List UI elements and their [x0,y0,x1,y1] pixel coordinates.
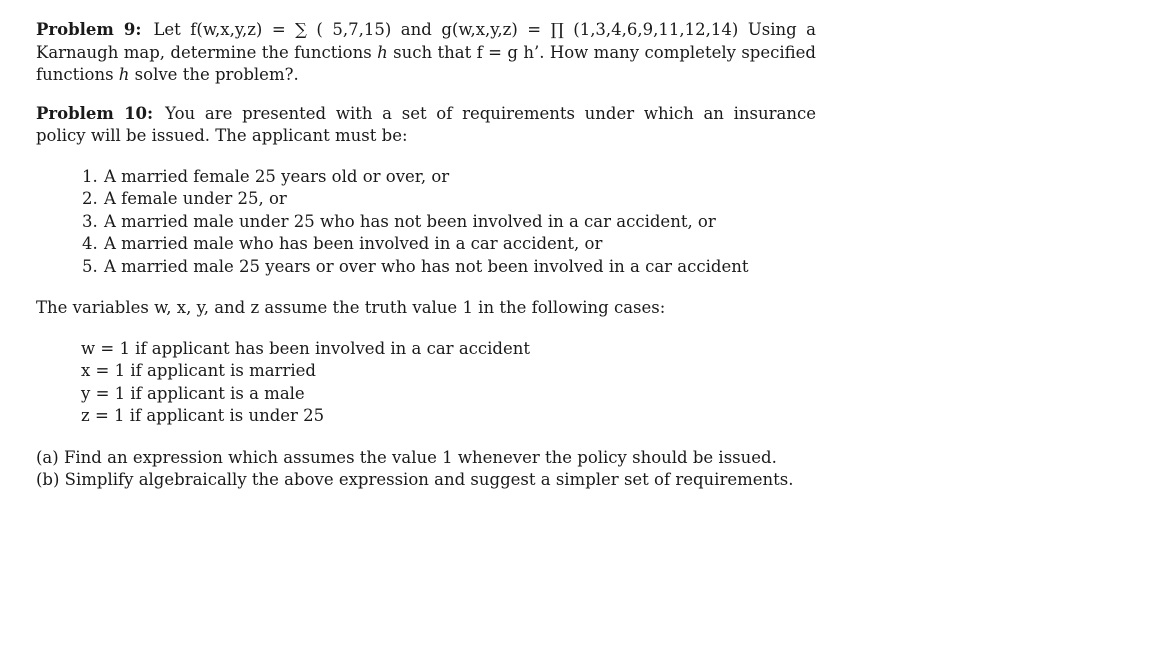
variable-definition: x = 1 if applicant is married [81,361,316,380]
list-item [82,211,816,234]
question-part-a: (a) Find an expression which assumes the value 1 whenever the policy should be issued. [36,447,777,467]
list-item-text: A married male who has been involved in a car accident, or [104,234,603,253]
list-item-text: A female under 25, or [104,189,287,208]
list-item-text: A married male under 25 who has not been involved in a car accident, or [104,211,716,231]
problem-10-intro: You are presented with a set of requirements under which an insurance policy will be issued. The applicant must be: [36,103,817,145]
document-page [36,19,816,492]
problem-9-h-symbol: h [118,65,130,84]
list-item [82,233,816,256]
list-item-number: 1. [82,166,98,186]
problem-9-text-part1: Let f(w,x,y,z) = ∑ ( 5,7,15) and g(w,x,y,z) = ∏ (1,3,4,6,9,11,12,14) Using a Karnaugh map, determine the functions [36,20,817,62]
list-item [82,188,816,211]
question-parts [36,447,816,492]
problem-9-heading: Problem 9: [36,20,142,39]
problem-10-heading: Problem 10: [36,103,154,123]
variable-definition: w = 1 if applicant has been involved in a car accident [81,338,530,358]
problem-9-text-part3: solve the problem?. [129,65,299,84]
variable-definition: y = 1 if applicant is a male [81,383,305,403]
list-item [82,256,816,279]
list-item-number: 5. [82,256,98,276]
list-item-number: 4. [82,234,98,253]
list-item-text: A married female 25 years old or over, or [104,166,450,186]
problem-10 [36,103,816,148]
list-item-number: 3. [82,211,98,231]
requirements-list [36,166,816,279]
problem-9-h-symbol: h [377,42,388,62]
question-part-b: (b) Simplify algebraically the above expression and suggest a simpler set of requirements. [36,470,794,489]
problem-9 [36,19,816,87]
problem-9-text-part2: such that f = g h’. How many completely specified functions [36,42,816,84]
list-item-number: 2. [82,189,98,208]
variables-lead: The variables w, x, y, and z assume the truth value 1 in the following cases: [36,298,666,317]
list-item-text: A married male 25 years or over who has not been involved in a car accident [104,256,749,276]
variables-list [81,338,816,428]
list-item [82,166,816,189]
variable-definition: z = 1 if applicant is under 25 [81,406,325,425]
